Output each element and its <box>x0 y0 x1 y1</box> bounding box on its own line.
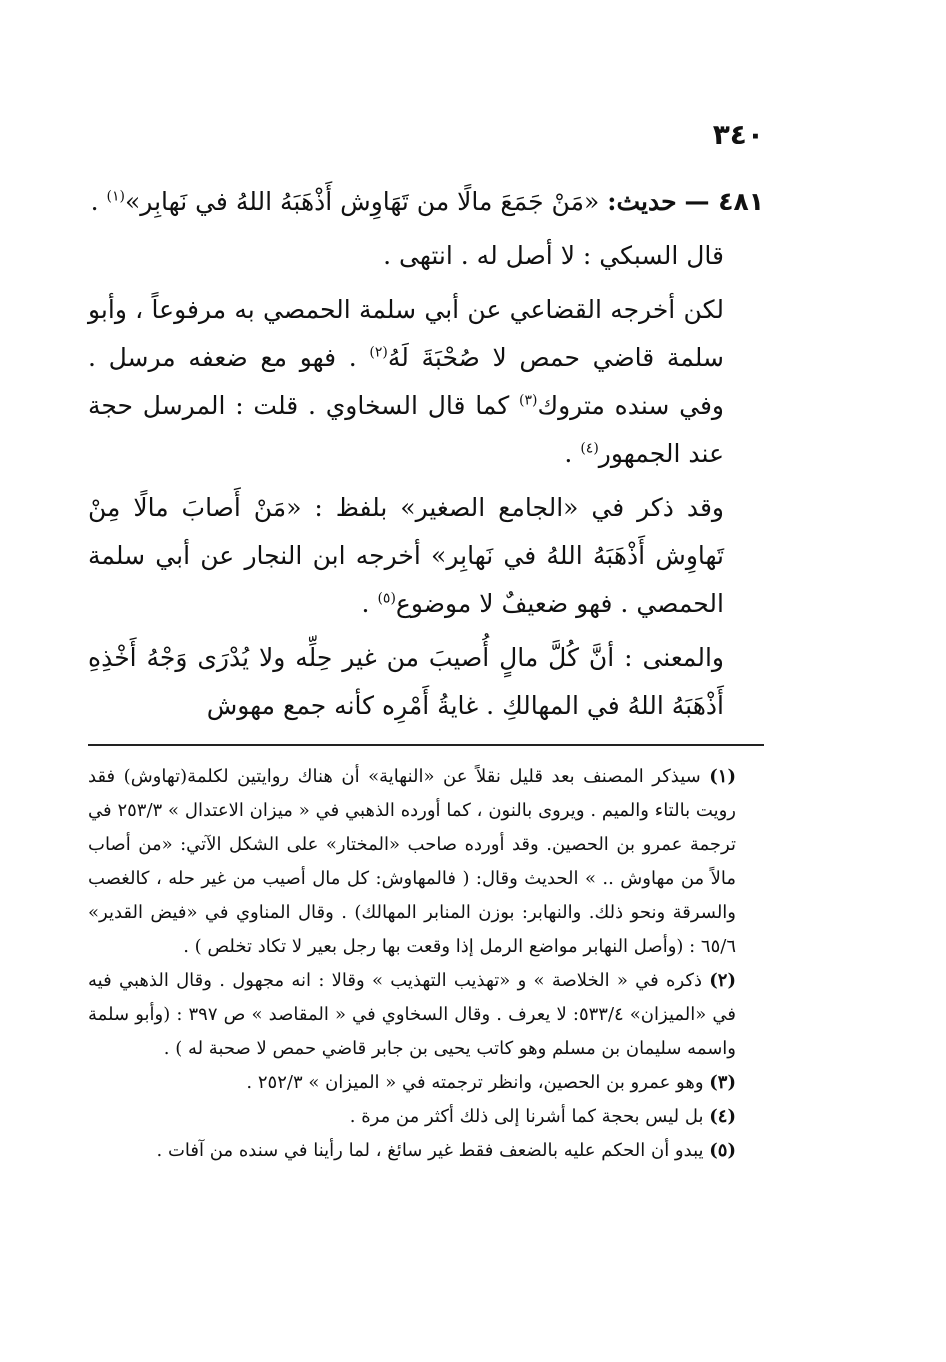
hadith-line <box>88 178 764 226</box>
footnote-text: يبدو أن الحكم عليه بالضعف فقط غير سائغ ، لما رأينا في سنده من آفات . <box>156 1140 704 1161</box>
page-number: ٣٤٠ <box>712 118 764 151</box>
hadith-end: . <box>90 187 107 216</box>
footnote-1 <box>88 760 764 964</box>
paragraph-meaning: والمعنى : أنَّ كُلَّ مالٍ أُصيبَ من غير حِلِّه ولا يُدْرَى وَجْهُ أَخْذِهِ أَذْهَبَهُ اللهُ في المهالكِ . غايةُ أَمْرِه كأنه جمع مهوش <box>88 643 724 720</box>
paragraph-qudai <box>88 286 764 478</box>
footnote-text: وهو عمرو بن الحصين، وانظر ترجمته في « الميزان » ٢٥٢/٣ . <box>246 1072 704 1093</box>
hadith-text: «مَنْ جَمَعَ مالًا من تَهَاوِش أَذْهَبَهُ اللهُ في نَهابِر» <box>125 187 600 216</box>
footnote-3 <box>88 1066 764 1100</box>
hadith-number: ٤٨١ — <box>684 187 764 216</box>
paragraph-text: . <box>564 439 581 468</box>
footnote-5 <box>88 1134 764 1168</box>
footnotes <box>88 760 764 1168</box>
main-text <box>88 178 764 736</box>
footnote-4 <box>88 1100 764 1134</box>
footnote-divider <box>88 744 764 746</box>
paragraph-text: كما قال السخاوي . قلت : المرسل حجة عند الجمهور <box>88 391 724 468</box>
paragraph-text: . <box>361 589 378 618</box>
paragraph-text: وقد ذكر في «الجامع الصغير» بلفظ : «مَنْ أَصابَ مالًا مِنْ تَهاوِش أَذْهَبَهُ اللهُ في نَهابِر» أخرجه ابن النجار عن أبي سلمة الحمصي . فهو ضعيفٌ لا موضوع <box>88 493 724 618</box>
footnote-ref: (٣) <box>519 392 538 409</box>
paragraph-subki: قال السبكي : لا أصل له . انتهى . <box>383 241 724 270</box>
hadith-label: حديث: <box>607 187 677 216</box>
footnote-text: بل ليس بحجة كما أشرنا إلى ذلك أكثر من مرة . <box>349 1106 704 1127</box>
paragraph-text: . فهو مع ضعفه مرسل . وفي سنده متروك <box>88 343 724 420</box>
paragraph-jami <box>88 484 764 628</box>
footnote-number: (٥) <box>709 1140 736 1161</box>
footnote-number: (٤) <box>709 1106 736 1127</box>
footnote-ref: (٥) <box>377 590 396 607</box>
footnote-ref: (٤) <box>580 440 599 457</box>
footnote-number: (٢) <box>709 970 736 991</box>
footnote-number: (١) <box>709 766 736 787</box>
footnote-number: (٣) <box>709 1072 736 1093</box>
footnote-ref: (٢) <box>369 344 388 361</box>
paragraph-text: لكن أخرجه القضاعي عن أبي سلمة الحمصي به مرفوعاً ، وأبو سلمة قاضي حمص لا صُحْبَةَ لَهُ <box>88 295 724 372</box>
footnote-2 <box>88 964 764 1066</box>
footnote-text: سيذكر المصنف بعد قليل نقلاً عن «النهاية» أن هناك روايتين لكلمة(تهاوش) فقد رويت بالتاء والميم . ويروى بالنون ، كما أورده الذهبي في « ميزان الاعتدال » ٢٥٣/٣ في ترجمة عمرو بن الحصين. وقد أورده صاحب «المختار» على الشكل الآتي: «من أصاب مالاً من مهاوش .. » الحديث وقال: ( فالمهاوش: كل مال أصيب من غير حله ، كالغصب والسرقة ونحو ذلك. والنهابر: بوزن المنابر المهالك) . وقال المناوي في «فيض القدير» ٦٥/٦ : (وأصل النهابر مواضع الرمل إذا وقعت بها رجل بعير لا تكاد تخلص ) . <box>88 766 736 957</box>
footnote-text: ذكره في « الخلاصة » و «تهذيب التهذيب » وقالا : انه مجهول . وقال الذهبي فيه في «الميزان» ٥٣٣/٤: لا يعرف . وقال السخاوي في « المقاصد » ص ٣٩٧ : (وأبو سلمة واسمه سليمان بن مسلم وهو كاتب يحيى بن جابر قاضي حمص لا صحبة له ) . <box>88 970 737 1059</box>
footnote-ref: (١) <box>106 188 125 205</box>
